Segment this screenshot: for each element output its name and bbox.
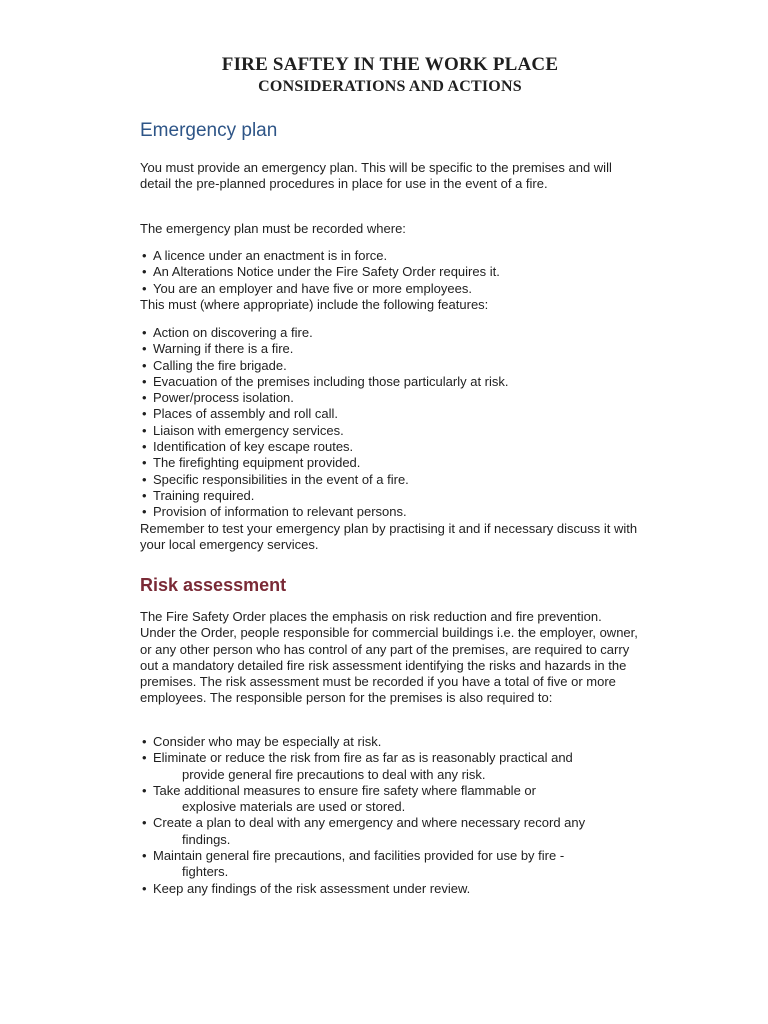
list-item-text: Consider who may be especially at risk. [153,734,382,749]
recorded-where-list [140,248,500,297]
list-item: • Provision of information to relevant persons. [140,504,509,520]
list-item: • Specific responsibilities in the event of a fire. [140,472,509,488]
document-subtitle: CONSIDERATIONS AND ACTIONS [258,78,522,95]
list-item [140,881,585,897]
list-item-text: Eliminate or reduce the risk from fire as far as is reasonably practical and [153,750,573,766]
list-item: • Identification of key escape routes. [140,439,509,455]
list-item: • You are an employer and have five or more employees. [140,281,500,297]
list-item-text: Take additional measures to ensure fire safety where flammable or [153,782,536,798]
features-list [140,325,509,521]
list-item-text: Keep any findings of the risk assessment under review. [153,880,471,896]
list-item-continuation: provide general fire precautions to deal with any risk. [182,766,486,782]
remember-paragraph: Remember to test your emergency plan by practising it and if necessary discuss it with your local emergency services. [140,521,638,553]
emergency-intro-paragraph: You must provide an emergency plan. This will be specific to the premises and will detail the pre-planned procedures in place for use in the event of a fire. [140,160,612,192]
list-item: • Warning if there is a fire. [140,341,509,357]
list-item: • Training required. [140,488,509,504]
risk-duties-list [140,734,585,897]
list-item [140,848,585,881]
list-item: • Action on discovering a fire. [140,325,509,341]
list-item [140,815,585,848]
list-item [140,783,585,816]
list-item-text: Create a plan to deal with any emergency and where necessary record any [153,815,586,831]
list-item: • Power/process isolation. [140,390,509,406]
recorded-where-paragraph: The emergency plan must be recorded where: [140,221,406,236]
list-item-text: Maintain general fire precautions, and facilities provided for use by fire - [153,848,565,864]
list-item: • Calling the fire brigade. [140,358,509,374]
list-item: • The firefighting equipment provided. [140,455,509,471]
list-item [140,750,585,783]
list-item-continuation: fighters. [182,864,229,880]
features-intro-paragraph: This must (where appropriate) include the following features: [140,297,489,312]
list-item: • Evacuation of the premises including those particularly at risk. [140,374,509,390]
list-item: • An Alterations Notice under the Fire Safety Order requires it. [140,264,500,280]
risk-intro-paragraph: The Fire Safety Order places the emphasis on risk reduction and fire prevention. Under the Order, people responsible for commercial buildings i.e. the employer, owner, or any other person who has control of any part of the premises, are required to carry out a mandatory detailed fire risk assessment identifying the risks and hazards in the premises. The risk assessment must be recorded if you have a total of five or more employees. The responsible person for the premises is also required to: [140,609,638,706]
list-item: • A licence under an enactment is in force. [140,248,500,264]
list-item: • Places of assembly and roll call. [140,406,509,422]
risk-assessment-heading: Risk assessment [140,575,287,595]
list-item: • Liaison with emergency services. [140,423,509,439]
list-item-continuation: findings. [182,831,231,847]
list-item-continuation: explosive materials are used or stored. [182,799,406,815]
emergency-plan-heading: Emergency plan [140,120,278,141]
document-title: FIRE SAFTEY IN THE WORK PLACE [221,54,559,75]
list-item [140,734,585,750]
